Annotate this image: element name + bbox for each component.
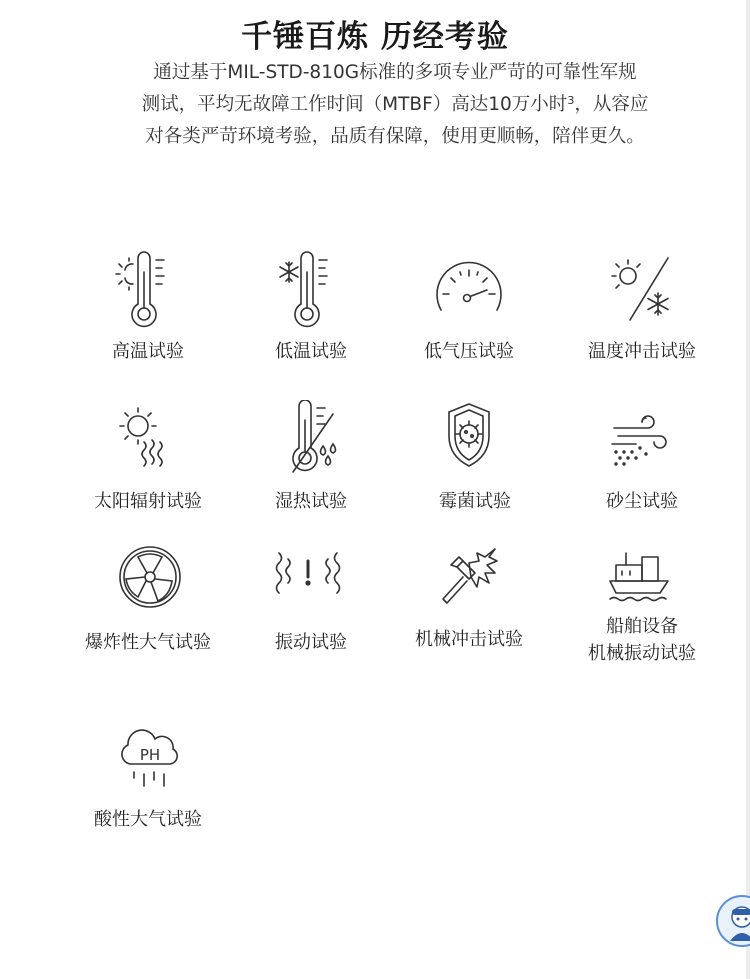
test-label-ship-vibration-line-2: 机械振动试验 [588,643,696,664]
intro-line-2-text: 测试，平均无故障工作时间（MTBF）高达10万小时 [141,94,568,115]
test-label-low-pressure: 低气压试验 [424,341,514,362]
test-label-ship-vibration [557,613,727,667]
humid-heat-icon [271,400,351,480]
test-label-vibration: 振动试验 [275,632,347,653]
test-item-mechanical-shock [384,543,554,650]
intro-paragraph [80,57,710,153]
svg-text:PH: PH [139,746,161,764]
page-title: 千锤百炼 历经考验 [241,18,509,55]
test-label-thermal-shock: 温度冲击试验 [588,341,696,362]
test-item-mold [390,400,560,512]
test-item-thermal-shock [557,250,727,362]
test-label-low-temperature: 低温试验 [275,341,347,362]
acid-rain-cloud-icon [108,720,188,800]
test-label-high-temperature: 高温试验 [112,341,184,362]
test-label-mold: 霉菌试验 [439,491,511,512]
intro-line-1: 通过基于MIL-STD-810G标准的多项专业严苛的可靠性军规 [153,62,637,83]
test-item-explosive-atmosphere [63,543,233,653]
intro-line-2 [80,89,710,121]
high-temperature-thermometer-icon [108,250,188,330]
mascot-icon [718,897,750,945]
mold-shield-icon [435,400,515,480]
test-label-acid-atmosphere: 酸性大气试验 [94,809,202,830]
low-temperature-thermometer-icon [271,250,351,330]
test-item-high-temperature [63,250,233,362]
test-item-sand-dust [557,400,727,512]
test-item-vibration [226,543,396,653]
test-label-mechanical-shock: 机械冲击试验 [415,629,523,650]
test-label-solar-radiation: 太阳辐射试验 [94,491,202,512]
ship-icon [602,543,682,623]
intro-line-2-tail: ，从容应 [574,94,649,115]
solar-radiation-icon [108,400,188,480]
hammer-impact-icon [429,543,509,623]
test-item-low-temperature [226,250,396,362]
sun-snowflake-icon [602,250,682,330]
test-label-sand-dust: 砂尘试验 [606,491,678,512]
test-item-low-pressure [384,250,554,362]
test-item-solar-radiation [63,400,233,512]
vibration-icon [271,543,351,623]
test-label-ship-vibration-line-1: 船舶设备 [606,616,678,637]
test-label-damp-heat: 湿热试验 [275,491,347,512]
test-item-damp-heat [226,400,396,512]
explosion-fan-icon [108,543,188,623]
customer-service-avatar[interactable] [716,895,750,947]
sand-dust-wind-icon [602,400,682,480]
pressure-gauge-icon [429,250,509,330]
test-label-explosive-atmosphere: 爆炸性大气试验 [85,632,211,653]
test-item-acid-atmosphere [63,720,233,830]
intro-line-3: 对各类严苛环境考验，品质有保障，使用更顺畅，陪伴更久。 [145,126,645,147]
test-item-ship-vibration [557,543,727,664]
page-right-edge [746,0,750,979]
footnote-marker: 3 [567,94,575,107]
